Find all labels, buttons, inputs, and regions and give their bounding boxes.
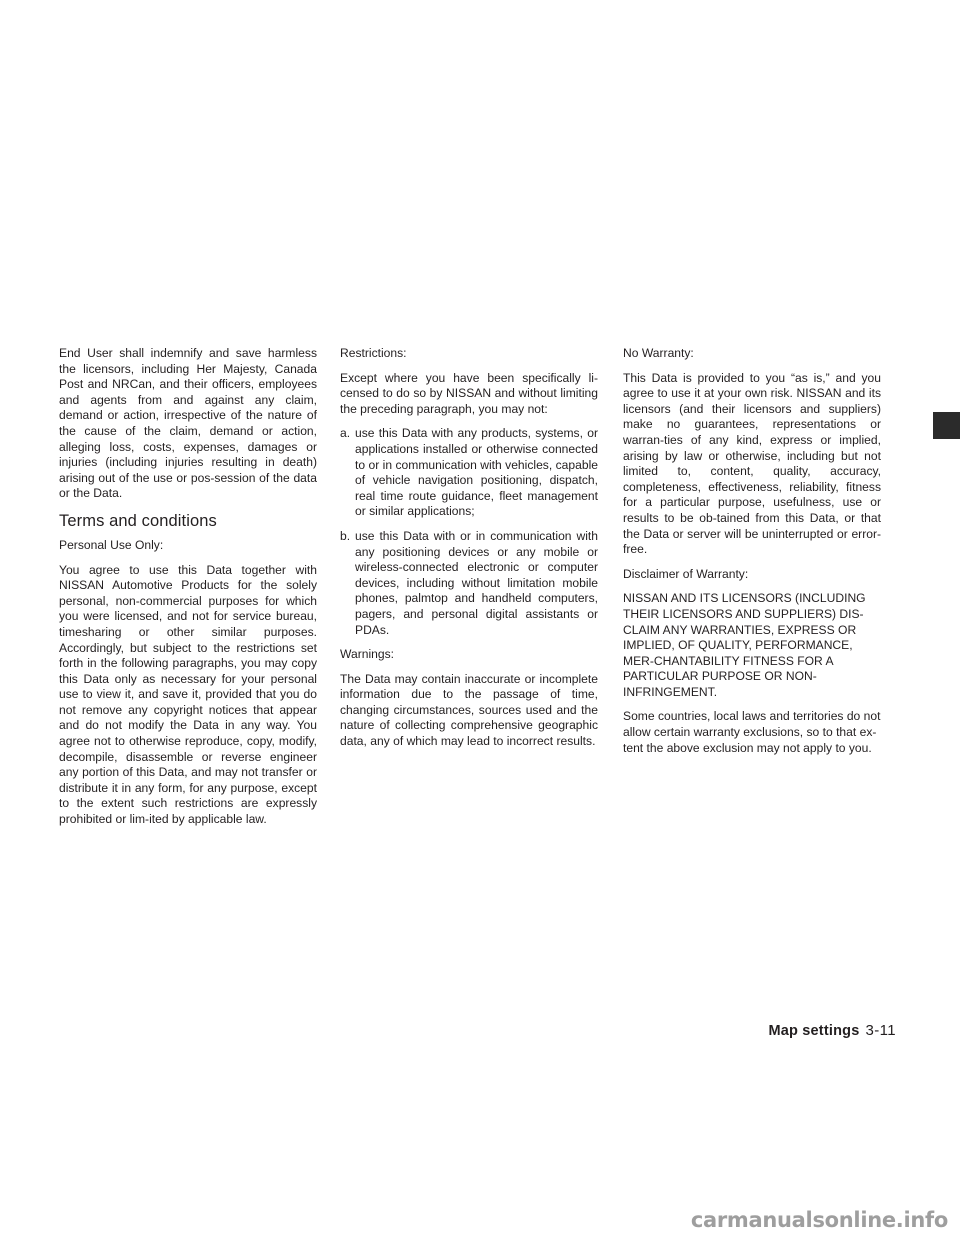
column-1: [59, 346, 317, 837]
personal-use-label: Personal Use Only:: [59, 537, 164, 552]
no-warranty-paragraph: This Data is provided to you “as is,” and you agree to use it at your own risk. NISSAN and its licensors (and their licensors and suppliers) make no guarantees, representations or warran-ties of any kind, express or implied, arising by law or otherwise, including but not limited to, content, quality, accuracy, completeness, effectiveness, reliability, fitness for a particular purpose, usefulness, use or results to be ob-tained from this Data, or that the Data or server will be uninterrupted or error-free.: [623, 370, 881, 557]
footer-section-title: Map settings: [768, 1023, 860, 1039]
list-item-marker: a.: [340, 426, 351, 441]
list-item: [340, 529, 598, 638]
exclusions-paragraph: Some countries, local laws and territories do not allow certain warranty exclusions, so to that ex-tent the above exclusion may not apply to you.: [623, 709, 881, 755]
watermark: carmanualsonline.info: [690, 1208, 948, 1232]
list-item-text: use this Data with or in communication with any positioning devices or any mobile or wireless-connected electronic or computer devices, including without limitation mobile phones, palmtop and handheld computers, pagers, and personal digital assistants or PDAs.: [355, 528, 598, 637]
list-item-text: use this Data with any products, systems, or applications installed or otherwise connected to or in communication with vehicles, capable of vehicle navigation positioning, dispatch, real time route guidance, fleet management or similar applications;: [355, 426, 598, 519]
restrictions-intro: Except where you have been specifically li-censed to do so by NISSAN and without limiting the preceding paragraph, you may not:: [340, 370, 598, 416]
page-number: 3-11: [865, 1022, 896, 1039]
column-3: [623, 346, 881, 765]
indemnity-paragraph: End User shall indemnify and save harmless the licensors, including Her Majesty, Canada Post and NRCan, and their officers, employees and agents from and against any claim, demand or action, irrespective of the nature of the cause of the claim, demand or action, alleging loss, costs, expenses, damages or injuries (including injuries resulting in death) arising out of the use or pos-session of the data or the Data.: [59, 346, 317, 501]
restrictions-label: Restrictions:: [340, 346, 407, 360]
list-item: [340, 426, 598, 520]
disclaimer-label: Disclaimer of Warranty:: [623, 566, 749, 581]
page-footer: [768, 1022, 896, 1039]
personal-use-paragraph: You agree to use this Data together with NISSAN Automotive Products for the solely personal, non-commercial purposes for which you were licensed, and not for service bureau, timesharing or other similar purposes. Accordingly, but subject to the restrictions set forth in the following paragraphs, you may copy this Data only as necessary for your personal use to view it, and save it, provided that you do not remove any copyright notices that appear and do not modify the Data in any way. You agree not to otherwise reproduce, copy, modify, decompile, disassemble or reverse engineer any portion of this Data, and may not transfer or distribute it in any form, for any purpose, except to the extent such restrictions are expressly prohibited or lim-ited by applicable law.: [59, 562, 317, 827]
chapter-tab-marker: [933, 412, 960, 439]
column-2: [340, 346, 598, 759]
disclaimer-paragraph: NISSAN AND ITS LICENSORS (INCLUDING THEIR LICENSORS AND SUPPLIERS) DIS-CLAIM ANY WARRANTIES, EXPRESS OR IMPLIED, OF QUALITY, PERFORMANCE, MER-CHANTABILITY FITNESS FOR A PARTICULAR PURPOSE OR NON-INFRINGEMENT.: [623, 591, 866, 699]
no-warranty-label: No Warranty:: [623, 346, 694, 360]
warnings-label: Warnings:: [340, 647, 394, 662]
list-item-marker: b.: [340, 528, 351, 543]
section-heading: Terms and conditions: [59, 511, 217, 530]
warnings-paragraph: The Data may contain inaccurate or incomplete information due to the passage of time, changing circumstances, sources used and the nature of collecting comprehensive geographic data, any of which may lead to incorrect results.: [340, 671, 598, 749]
